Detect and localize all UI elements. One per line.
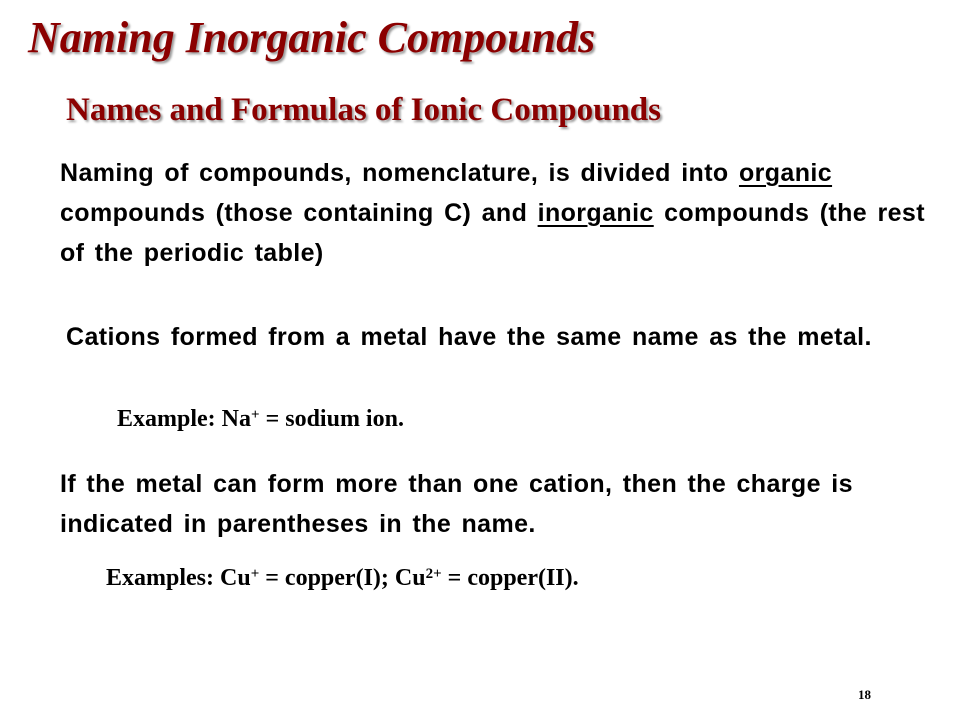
sodium-charge: + xyxy=(251,407,260,423)
term-inorganic: inorganic xyxy=(537,199,654,227)
copper-2-charge: 2+ xyxy=(425,566,442,582)
slide-title: Naming Inorganic Compounds xyxy=(28,13,596,62)
rule-2-example xyxy=(106,563,579,593)
example-1-label: Example: Na xyxy=(117,406,251,432)
example-2-label: Examples: Cu xyxy=(106,565,251,591)
example-1-rest: = sodium ion. xyxy=(259,406,404,432)
intro-paragraph xyxy=(60,153,940,273)
copper-1-charge: + xyxy=(250,566,260,582)
slide-subtitle: Names and Formulas of Ionic Compounds xyxy=(66,92,661,128)
intro-suffix: compounds (the rest of the periodic table) xyxy=(60,199,925,267)
intro-prefix: Naming of compounds, nomenclature, is divided into xyxy=(60,159,739,187)
rule-1-example xyxy=(117,404,404,434)
term-organic: organic xyxy=(738,159,833,187)
page-number: 18 xyxy=(858,687,871,702)
rule-2-text: If the metal can form more than one cation, then the charge is indicated in parentheses in the name. xyxy=(60,470,853,538)
rule-1-text: Cations formed from a metal have the same name as the metal. xyxy=(66,323,872,351)
example-2-rest: = copper(II). xyxy=(441,565,579,591)
intro-middle: compounds (those containing C) and xyxy=(60,199,538,227)
example-2-mid: = copper(I); Cu xyxy=(259,565,426,591)
